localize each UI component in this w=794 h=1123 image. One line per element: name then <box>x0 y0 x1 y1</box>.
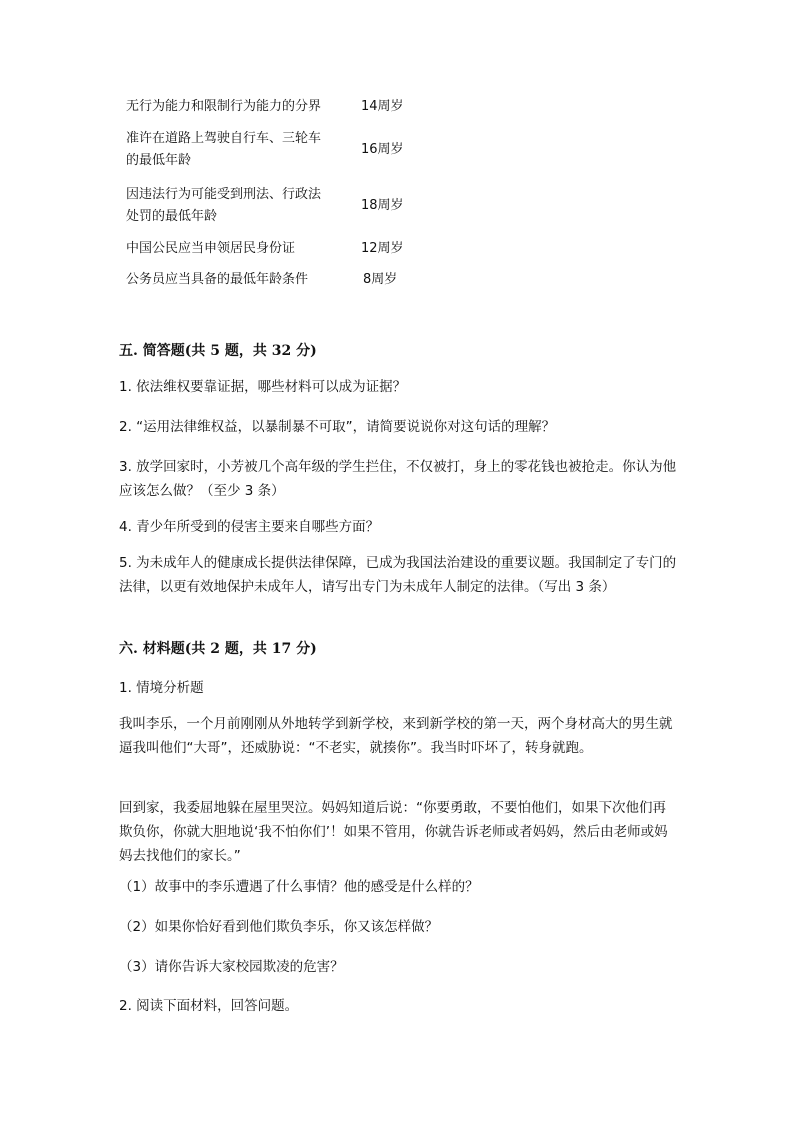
material-paragraph: 我叫李乐，一个月前刚刚从外地转学到新学校，来到新学校的第一天，两个身材高大的男生就逼我叫他们“大哥”，还威胁说：“不老实，就揍你”。我当时吓坏了，转身就跑。 <box>119 716 673 756</box>
material-paragraph: 回到家，我委屈地躲在屋里哭泣。妈妈知道后说：“你要勇敢，不要怕他们，如果下次他们再欺负你，你就大胆地说‘我不怕你们’！如果不管用，你就告诉老师或者妈妈，然后由老师或妈妈去找他们的家长。” <box>119 800 668 864</box>
matching-left: 无行为能力和限制行为能力的分界 <box>126 99 322 114</box>
matching-left: 中国公民应当申领居民身份证 <box>126 241 296 256</box>
sub-question: （1）故事中的李乐遭遇了什么事情？他的感受是什么样的？ <box>119 879 479 895</box>
matching-right: 14周岁 <box>361 99 404 114</box>
matching-table <box>126 96 456 296</box>
question-title: 2. 阅读下面材料，回答问题。 <box>119 998 299 1014</box>
question: 1. 依法维权要靠证据，哪些材料可以成为证据？ <box>119 379 407 395</box>
section-title: 六. 材料题(共 2 题，共 17 分) <box>119 641 317 657</box>
question: 3. 放学回家时，小芳被几个高年级的学生拦住，不仅被打，身上的零花钱也被抢走。你认为他应该怎么做？（至少 3 条） <box>119 459 677 499</box>
matching-right: 16周岁 <box>361 142 404 157</box>
matching-right: 8周岁 <box>363 272 398 287</box>
matching-left: 因违法行为可能受到刑法、行政法 处罚的最低年龄 <box>126 187 322 224</box>
matching-right: 18周岁 <box>361 198 404 213</box>
section-title: 五. 简答题(共 5 题，共 32 分) <box>119 343 317 359</box>
question: 4. 青少年所受到的侵害主要来自哪些方面？ <box>119 519 380 535</box>
matching-left: 准许在道路上驾驶自行车、三轮车 的最低年龄 <box>126 131 322 168</box>
matching-left: 公务员应当具备的最低年龄条件 <box>126 272 309 287</box>
sub-question: （3）请你告诉大家校园欺凌的危害？ <box>119 959 344 975</box>
question: 5. 为未成年人的健康成长提供法律保障，已成为我国法治建设的重要议题。我国制定了专门的法律，以更有效地保护未成年人，请写出专门为未成年人制定的法律。（写出 3 条） <box>119 555 677 595</box>
matching-right: 12周岁 <box>361 241 404 256</box>
question-title: 1. 情境分析题 <box>119 680 204 696</box>
question: 2. “运用法律维权益，以暴制暴不可取”，请简要说说你对这句话的理解？ <box>119 419 556 435</box>
matching-row <box>126 184 456 228</box>
sub-question: （2）如果你恰好看到他们欺负李乐，你又该怎样做？ <box>119 919 439 935</box>
matching-row <box>126 128 456 172</box>
